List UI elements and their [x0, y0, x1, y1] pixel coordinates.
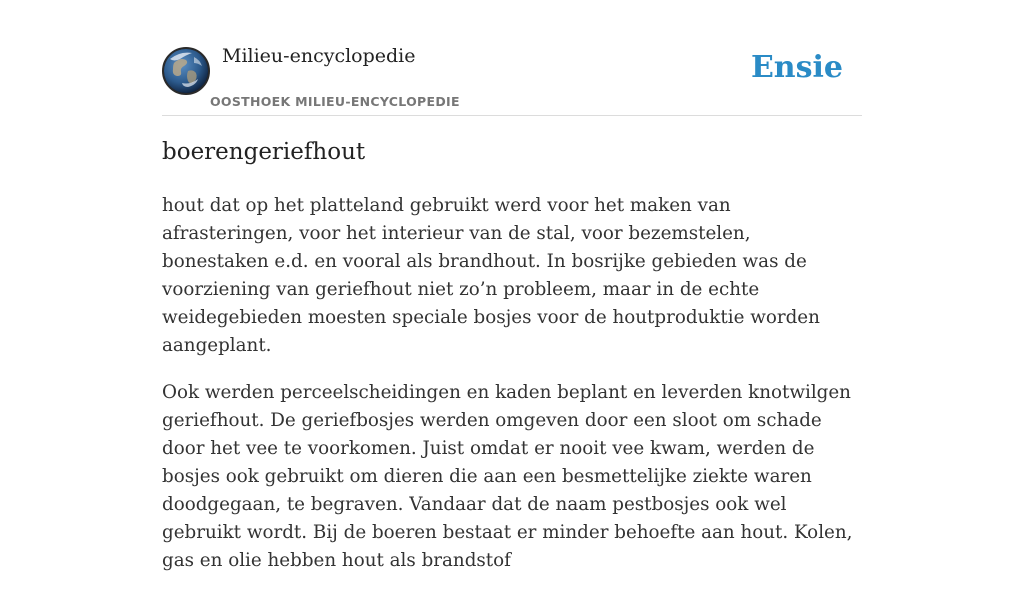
article-body	[162, 192, 862, 594]
page-container	[162, 0, 862, 571]
article-title: boerengeriefhout	[162, 139, 366, 165]
article-paragraph: Ook werden perceelscheidingen en kaden beplant en leverden knotwilgen geriefhout. De geriefbosjes werden omgeven door een sloot om schade door het vee te voorkomen. Juist omdat er nooit vee kwam, werden de bosjes ook gebruikt om dieren die aan een besmettelijke ziekte waren doodgegaan, te begraven. Vandaar dat de naam pestbosjes ook wel gebruikt wordt. Bij de boeren bestaat er minder behoefte aan hout. Kolen, gas en olie hebben hout als brandstof	[162, 382, 853, 571]
site-subtitle[interactable]: OOSTHOEK MILIEU-ENCYCLOPEDIE	[210, 94, 460, 109]
site-header	[162, 0, 862, 116]
site-name[interactable]: Milieu-encyclopedie	[222, 45, 416, 67]
earth-globe-icon[interactable]	[162, 47, 210, 95]
article-paragraph: hout dat op het platteland gebruikt werd voor het maken van afrasteringen, voor het interieur van de stal, voor bezemstelen, bonestaken e.d. en vooral als brandhout. In bosrijke gebieden was de voorziening van geriefhout niet zo’n probleem, maar in de echte weidegebieden moesten speciale bosjes voor de houtproduktie worden aangeplant.	[162, 195, 820, 356]
brand-logo[interactable]: Ensie	[750, 50, 843, 85]
